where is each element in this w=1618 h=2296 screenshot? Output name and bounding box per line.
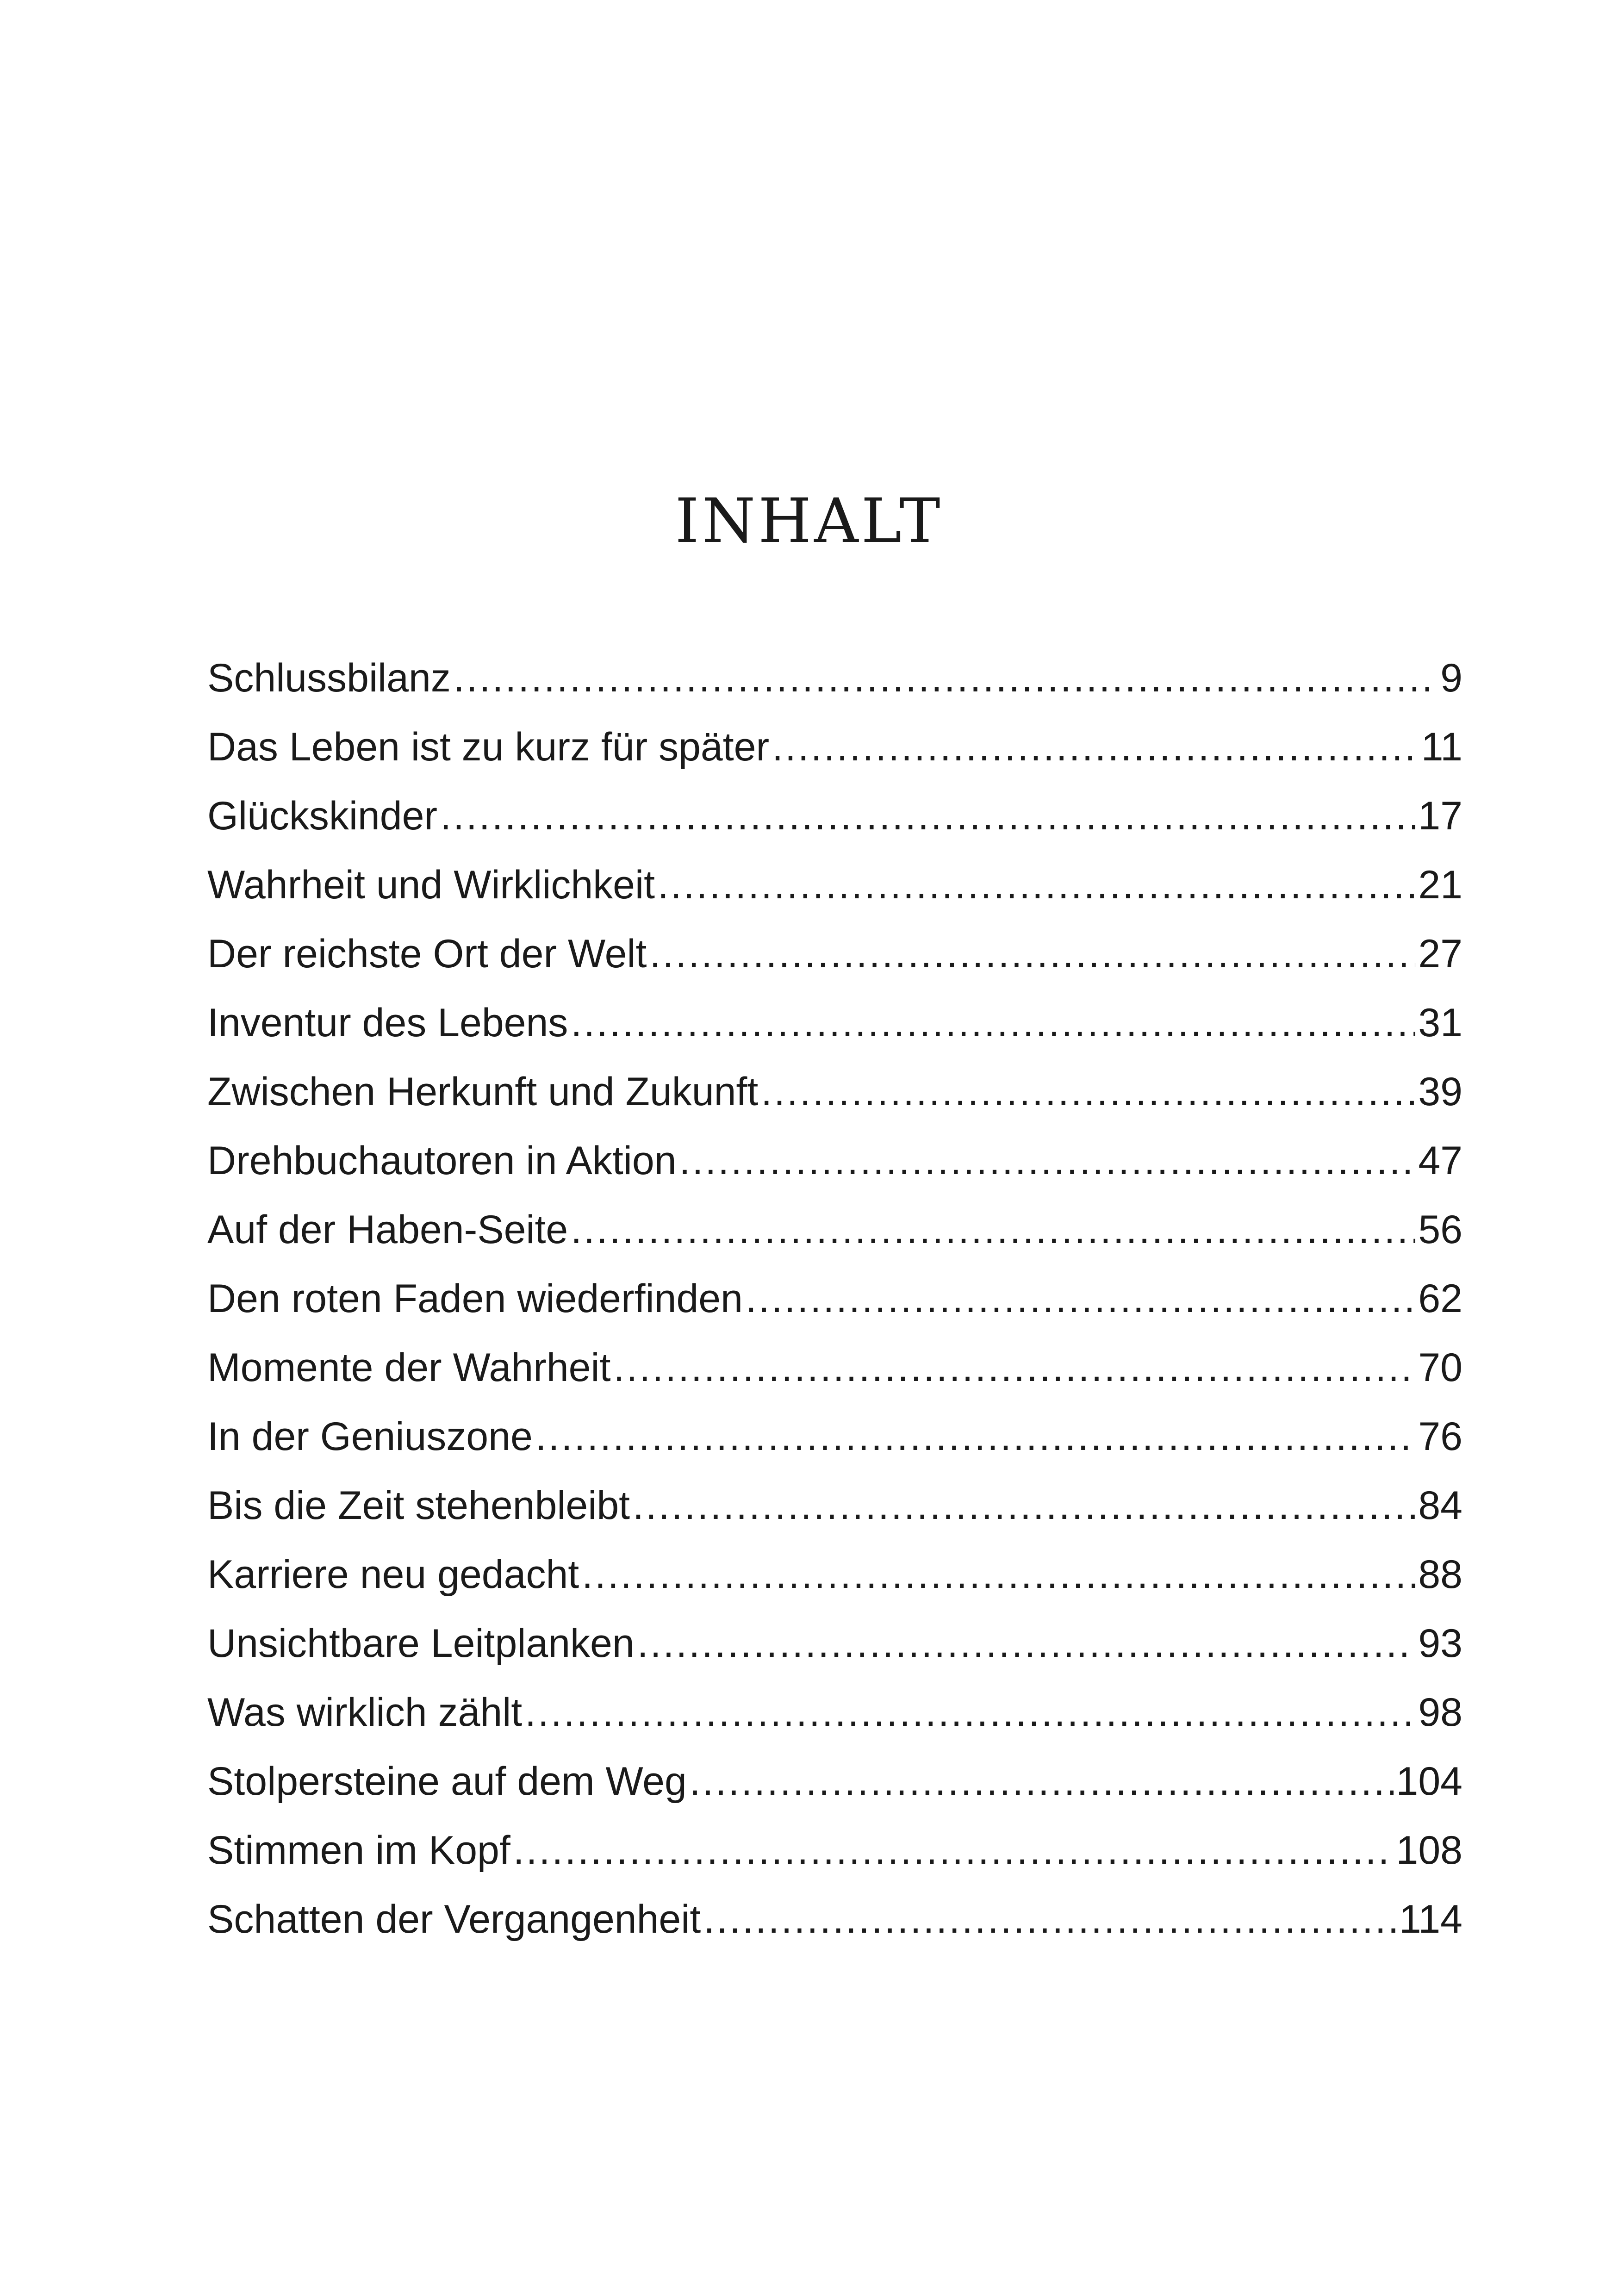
toc-entry-title: Schatten der Vergangenheit bbox=[207, 1897, 701, 1941]
toc-entry-page-number: 39 bbox=[1418, 1070, 1462, 1114]
toc-entry bbox=[207, 1830, 1462, 1899]
dot-leader bbox=[614, 1348, 1416, 1388]
toc-entry bbox=[207, 1761, 1462, 1830]
toc-entry bbox=[207, 1621, 1462, 1692]
toc-entry-title: Karriere neu gedacht bbox=[207, 1552, 579, 1597]
toc-entry bbox=[207, 1003, 1462, 1072]
dot-leader bbox=[637, 1624, 1416, 1663]
toc-entry-page-number: 93 bbox=[1418, 1621, 1462, 1666]
toc-entry-title: In der Geniuszone bbox=[207, 1414, 533, 1459]
toc-entry-title: Bis die Zeit stehenbleibt bbox=[207, 1483, 630, 1528]
dot-leader bbox=[649, 934, 1415, 974]
toc-entry-title: Glückskinder bbox=[207, 794, 438, 838]
toc-entry-page-number: 27 bbox=[1418, 932, 1462, 976]
toc-entry-title: Der reichste Ort der Welt bbox=[207, 932, 647, 976]
toc-entry bbox=[207, 1276, 1462, 1348]
dot-leader bbox=[535, 1417, 1416, 1456]
toc-entry-page-number: 104 bbox=[1396, 1759, 1462, 1804]
toc-entry-page-number: 56 bbox=[1418, 1207, 1462, 1252]
toc-entry-title: Zwischen Herkunft und Zukunft bbox=[207, 1070, 759, 1114]
toc-entry-page-number: 84 bbox=[1418, 1483, 1462, 1528]
dot-leader bbox=[571, 1210, 1415, 1250]
dot-leader bbox=[454, 658, 1438, 698]
toc-entry bbox=[207, 1692, 1462, 1761]
dot-leader bbox=[772, 727, 1419, 767]
toc-entry-title: Drehbuchautoren in Aktion bbox=[207, 1139, 677, 1183]
dot-leader bbox=[658, 865, 1415, 905]
dot-leader bbox=[746, 1279, 1415, 1319]
toc-entry-page-number: 88 bbox=[1418, 1552, 1462, 1597]
dot-leader bbox=[571, 1003, 1415, 1043]
toc-entry bbox=[207, 1552, 1462, 1624]
toc-entry-title: Momente der Wahrheit bbox=[207, 1345, 611, 1390]
table-of-contents bbox=[207, 658, 1462, 1968]
toc-entry bbox=[207, 1072, 1462, 1141]
toc-entry-title: Stimmen im Kopf bbox=[207, 1828, 510, 1873]
dot-leader bbox=[440, 796, 1415, 836]
toc-entry-title: Unsichtbare Leitplanken bbox=[207, 1621, 635, 1666]
toc-entry bbox=[207, 1483, 1462, 1555]
toc-entry bbox=[207, 658, 1462, 727]
toc-entry bbox=[207, 1899, 1462, 1968]
toc-entry bbox=[207, 934, 1462, 1003]
dot-leader bbox=[513, 1830, 1394, 1870]
toc-entry-title: Wahrheit und Wirklichkeit bbox=[207, 863, 655, 907]
dot-leader bbox=[525, 1692, 1415, 1732]
toc-entry-page-number: 62 bbox=[1418, 1276, 1462, 1321]
toc-entry-title: Das Leben ist zu kurz für später bbox=[207, 725, 770, 769]
toc-entry-title: Auf der Haben-Seite bbox=[207, 1207, 568, 1252]
dot-leader bbox=[582, 1555, 1415, 1594]
toc-entry-page-number: 47 bbox=[1418, 1139, 1462, 1183]
toc-entry-page-number: 114 bbox=[1399, 1897, 1462, 1941]
toc-entry bbox=[207, 727, 1462, 796]
toc-entry-title: Schlussbilanz bbox=[207, 656, 451, 700]
toc-entry-page-number: 70 bbox=[1418, 1345, 1462, 1390]
toc-entry bbox=[207, 1207, 1462, 1279]
dot-leader bbox=[703, 1899, 1396, 1939]
page-title: INHALT bbox=[675, 485, 943, 557]
toc-entry-page-number: 21 bbox=[1418, 863, 1462, 907]
dot-leader bbox=[679, 1141, 1416, 1181]
toc-entry-page-number: 9 bbox=[1440, 656, 1462, 700]
toc-entry-page-number: 98 bbox=[1418, 1690, 1462, 1735]
toc-entry-page-number: 108 bbox=[1396, 1828, 1462, 1873]
toc-entry-title: Den roten Faden wiederfinden bbox=[207, 1276, 743, 1321]
toc-entry bbox=[207, 1414, 1462, 1486]
toc-entry-title: Was wirklich zählt bbox=[207, 1690, 523, 1735]
toc-entry-page-number: 17 bbox=[1418, 794, 1462, 838]
toc-entry bbox=[207, 865, 1462, 934]
dot-leader bbox=[690, 1761, 1394, 1801]
toc-entry-page-number: 11 bbox=[1421, 725, 1462, 769]
toc-entry-page-number: 31 bbox=[1418, 1001, 1462, 1045]
toc-entry bbox=[207, 1345, 1462, 1417]
dot-leader bbox=[633, 1486, 1415, 1525]
toc-entry-title: Inventur des Lebens bbox=[207, 1001, 568, 1045]
toc-entry-title: Stolpersteine auf dem Weg bbox=[207, 1759, 687, 1804]
toc-entry bbox=[207, 1141, 1462, 1210]
toc-entry bbox=[207, 796, 1462, 865]
dot-leader bbox=[761, 1072, 1415, 1112]
toc-entry-page-number: 76 bbox=[1418, 1414, 1462, 1459]
